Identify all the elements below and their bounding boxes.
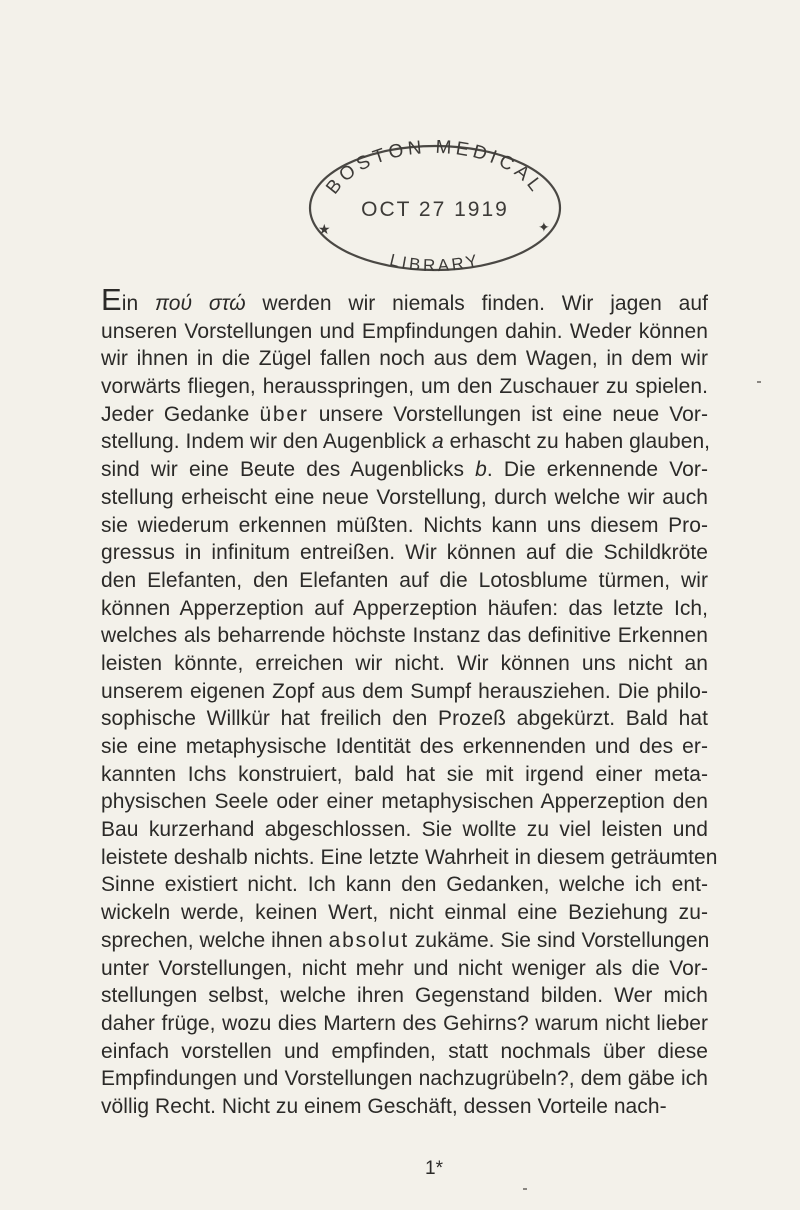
variable-b: b (475, 458, 487, 482)
stamp-bottom-text: LIBRARY (387, 250, 483, 275)
text-line: unseren Vorstellungen und Empfindungen dahin. Weder können (101, 319, 708, 343)
emphasized-word: absolut (328, 928, 409, 952)
svg-text:✦: ✦ (538, 220, 550, 236)
greek-phrase: πού στώ (154, 292, 246, 315)
stamp-top-text: BOSTON MEDICAL (322, 140, 548, 199)
paper-speck (523, 1188, 527, 1190)
text-line: Bau kurzerhand abgeschlossen. Sie wollte zu viel leisten und (101, 818, 708, 842)
text-line: sind wir eine Beute des Augenblicks b. Die erkennende Vor- (101, 458, 708, 482)
text-line: wickeln werde, keinen Wert, nicht einmal eine Beziehung zu- (101, 901, 708, 925)
page-folio: 1* (425, 1158, 443, 1179)
text-line: stellung erheischt eine neue Vorstellung, durch welche wir auch (101, 485, 708, 509)
text-line: leistete deshalb nichts. Eine letzte Wahrheit in diesem geträumten (101, 845, 718, 869)
text-line: können Apperzeption auf Apperzeption häufen: das letzte Ich, (101, 596, 708, 620)
text-line: stellungen selbst, welche ihren Gegenstand bilden. Wer mich (101, 984, 708, 1008)
dropcap: E (101, 282, 122, 317)
svg-text:★: ★ (318, 222, 331, 238)
text-line: gressus in infinitum entreißen. Wir können auf die Schildkröte (101, 541, 708, 565)
paper-speck (757, 381, 761, 383)
text-line: sophische Willkür hat freilich den Prozeß abgekürzt. Bald hat (101, 707, 708, 731)
text-line: sie eine metaphysische Identität des erkennenden und des er- (101, 735, 708, 758)
text-line: sie wiederum erkennen müßten. Nichts kann uns diesem Pro- (101, 513, 708, 537)
text-line: leisten könnte, erreichen wir nicht. Wir können uns nicht an (101, 651, 708, 675)
text-line: einfach vorstellen und empfinden, statt nochmals über diese (101, 1039, 708, 1063)
text-line: physischen Seele oder einer metaphysischen Apperzeption den (101, 790, 708, 814)
text-line: welches als beharrende höchste Instanz das definitive Erkennen (101, 624, 708, 648)
text-line: vorwärts fliegen, herausspringen, um den Zuschauer zu spielen. (101, 375, 708, 399)
text-line: sprechen, welche ihnen absolut zukäme. Sie sind Vorstellungen (101, 928, 710, 952)
text-line: Ein πού στώ werden wir niemals finden. Wir jagen auf (101, 282, 708, 317)
text-line: daher früge, wozu dies Martern des Gehirns? warum nicht lieber (101, 1011, 708, 1035)
text-line: den Elefanten, den Elefanten auf die Lotosblume türmen, wir (101, 568, 708, 592)
text-line: Empfindungen und Vorstellungen nachzugrübeln?, dem gäbe ich (101, 1067, 708, 1091)
variable-a: a (431, 430, 444, 454)
text-line: unserem eigenen Zopf aus dem Sumpf herausziehen. Die philo- (101, 679, 708, 703)
library-stamp (300, 140, 570, 275)
text-line: wir ihnen in die Zügel fallen noch aus dem Wagen, in dem wir (101, 347, 708, 371)
emphasized-word: über (259, 402, 309, 426)
stamp-date: OCT 27 1919 (361, 198, 509, 221)
body-text (101, 282, 718, 1121)
text-line: Sinne existiert nicht. Ich kann den Gedanken, welche ich ent- (101, 873, 708, 897)
text-line: kannten Ichs konstruiert, bald hat sie mit irgend einer meta- (101, 762, 708, 786)
library-stamp-graphic (300, 140, 570, 275)
text-line: völlig Recht. Nicht zu einem Geschäft, dessen Vorteile nach- (101, 1094, 667, 1118)
text-line: Jeder Gedanke über unsere Vorstellungen ist eine neue Vor- (101, 402, 708, 426)
text-line: stellung. Indem wir den Augenblick a erhascht zu haben glauben, (101, 430, 711, 454)
text-line: unter Vorstellungen, nicht mehr und nicht weniger als die Vor- (101, 956, 708, 980)
